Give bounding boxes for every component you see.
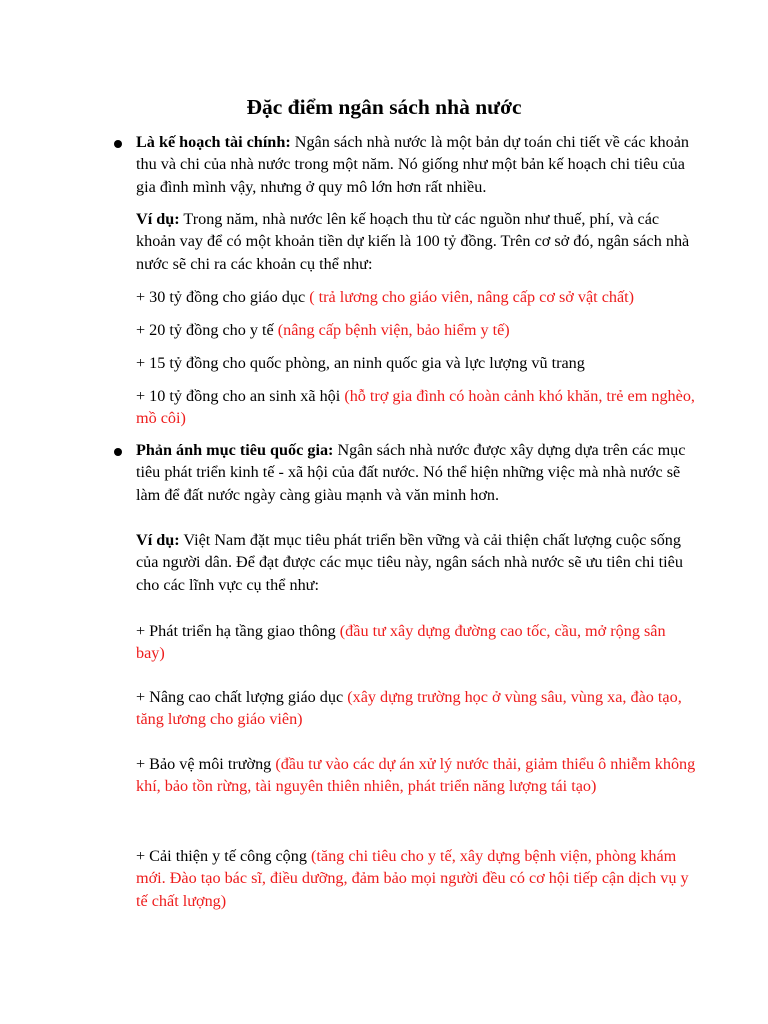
list-item-text: + Cải thiện y tế công cộng <box>136 847 312 865</box>
section-1-text: Ngân sách nhà nước là một bản dự toán chi tiết về các khoản thu và chi của nhà nước trong một năm. Nó giống như một bản kế hoạch chi tiêu của gia đình mình vậy, nhưng ở quy mô lớn hơn rất nhiều. <box>136 133 690 196</box>
section-1-heading: Là kế hoạch tài chính: <box>136 133 291 151</box>
list-item-note: (tăng chi tiêu cho y tế, xây dựng bệnh viện, phòng khám mới. Đào tạo bác sĩ, điều dưỡng, đảm bảo mọi người đều có cơ hội tiếp cận dịch vụ y tế chất lượng) <box>136 847 689 910</box>
list-item <box>136 845 696 912</box>
list-item <box>136 686 696 731</box>
list-item <box>136 286 696 308</box>
list-item-note: (nâng cấp bệnh viện, bảo hiểm y tế) <box>277 321 510 339</box>
section-2-example-text: Việt Nam đặt mục tiêu phát triển bền vững và cải thiện chất lượng cuộc sống của người dân. Để đạt được các mục tiêu này, ngân sách nhà nước sẽ ưu tiên chi tiêu cho các lĩnh vực cụ thể như: <box>136 531 683 594</box>
list-item-text: + Bảo vệ môi trường <box>136 755 276 773</box>
section-2-paragraph <box>136 439 696 506</box>
section-2-text: Ngân sách nhà nước được xây dựng dựa trên các mục tiêu phát triển kinh tế - xã hội của đất nước. Nó thể hiện những việc mà nhà nước sẽ làm để đất nước ngày càng giàu mạnh và văn minh hơn. <box>136 441 686 504</box>
list-item-text: + 20 tỷ đồng cho y tế <box>136 321 278 339</box>
section-1-example-text: Trong năm, nhà nước lên kế hoạch thu từ các nguồn như thuế, phí, và các khoản vay để có một khoản tiền dự kiến là 100 tỷ đồng. Trên cơ sở đó, ngân sách nhà nước sẽ chi ra các khoản cụ thể như: <box>136 210 690 273</box>
page-title: Đặc điểm ngân sách nhà nước <box>246 95 522 119</box>
list-item <box>136 352 696 374</box>
list-item-note: (xây dựng trường học ở vùng sâu, vùng xa, đào tạo, tăng lương cho giáo viên) <box>136 688 682 729</box>
list-item <box>136 385 696 430</box>
list-item-text: + Nâng cao chất lượng giáo dục <box>136 688 348 706</box>
list-item-text: + 30 tỷ đồng cho giáo dục <box>136 288 310 306</box>
list-item <box>136 319 696 341</box>
list-item-text: + Phát triển hạ tầng giao thông <box>136 622 340 640</box>
section-2-example-label: Ví dụ: <box>136 531 180 549</box>
list-item-text: + 10 tỷ đồng cho an sinh xã hội <box>136 387 345 405</box>
list-item-note: (đầu tư vào các dự án xử lý nước thải, giảm thiểu ô nhiễm không khí, bảo tồn rừng, tài nguyên thiên nhiên, phát triển năng lượng tái tạo) <box>136 755 696 796</box>
list-item-text: + 15 tỷ đồng cho quốc phòng, an ninh quốc gia và lực lượng vũ trang <box>136 354 585 372</box>
section-2-heading: Phản ánh mục tiêu quốc gia: <box>136 441 334 459</box>
section-1-example-label: Ví dụ: <box>136 210 180 228</box>
bullet-icon <box>114 448 122 456</box>
list-item <box>136 620 696 665</box>
list-item <box>136 753 696 798</box>
section-1-example <box>136 208 696 275</box>
bullet-icon <box>114 140 122 148</box>
list-item-note: ( trả lương cho giáo viên, nâng cấp cơ sở vật chất) <box>309 288 635 306</box>
section-2-example <box>136 529 696 596</box>
section-1-paragraph <box>136 131 696 198</box>
list-item-note: (đầu tư xây dựng đường cao tốc, cầu, mở rộng sân bay) <box>136 622 666 663</box>
list-item-note: (hỗ trợ gia đình có hoàn cảnh khó khăn, trẻ em nghèo, mồ côi) <box>136 387 695 428</box>
